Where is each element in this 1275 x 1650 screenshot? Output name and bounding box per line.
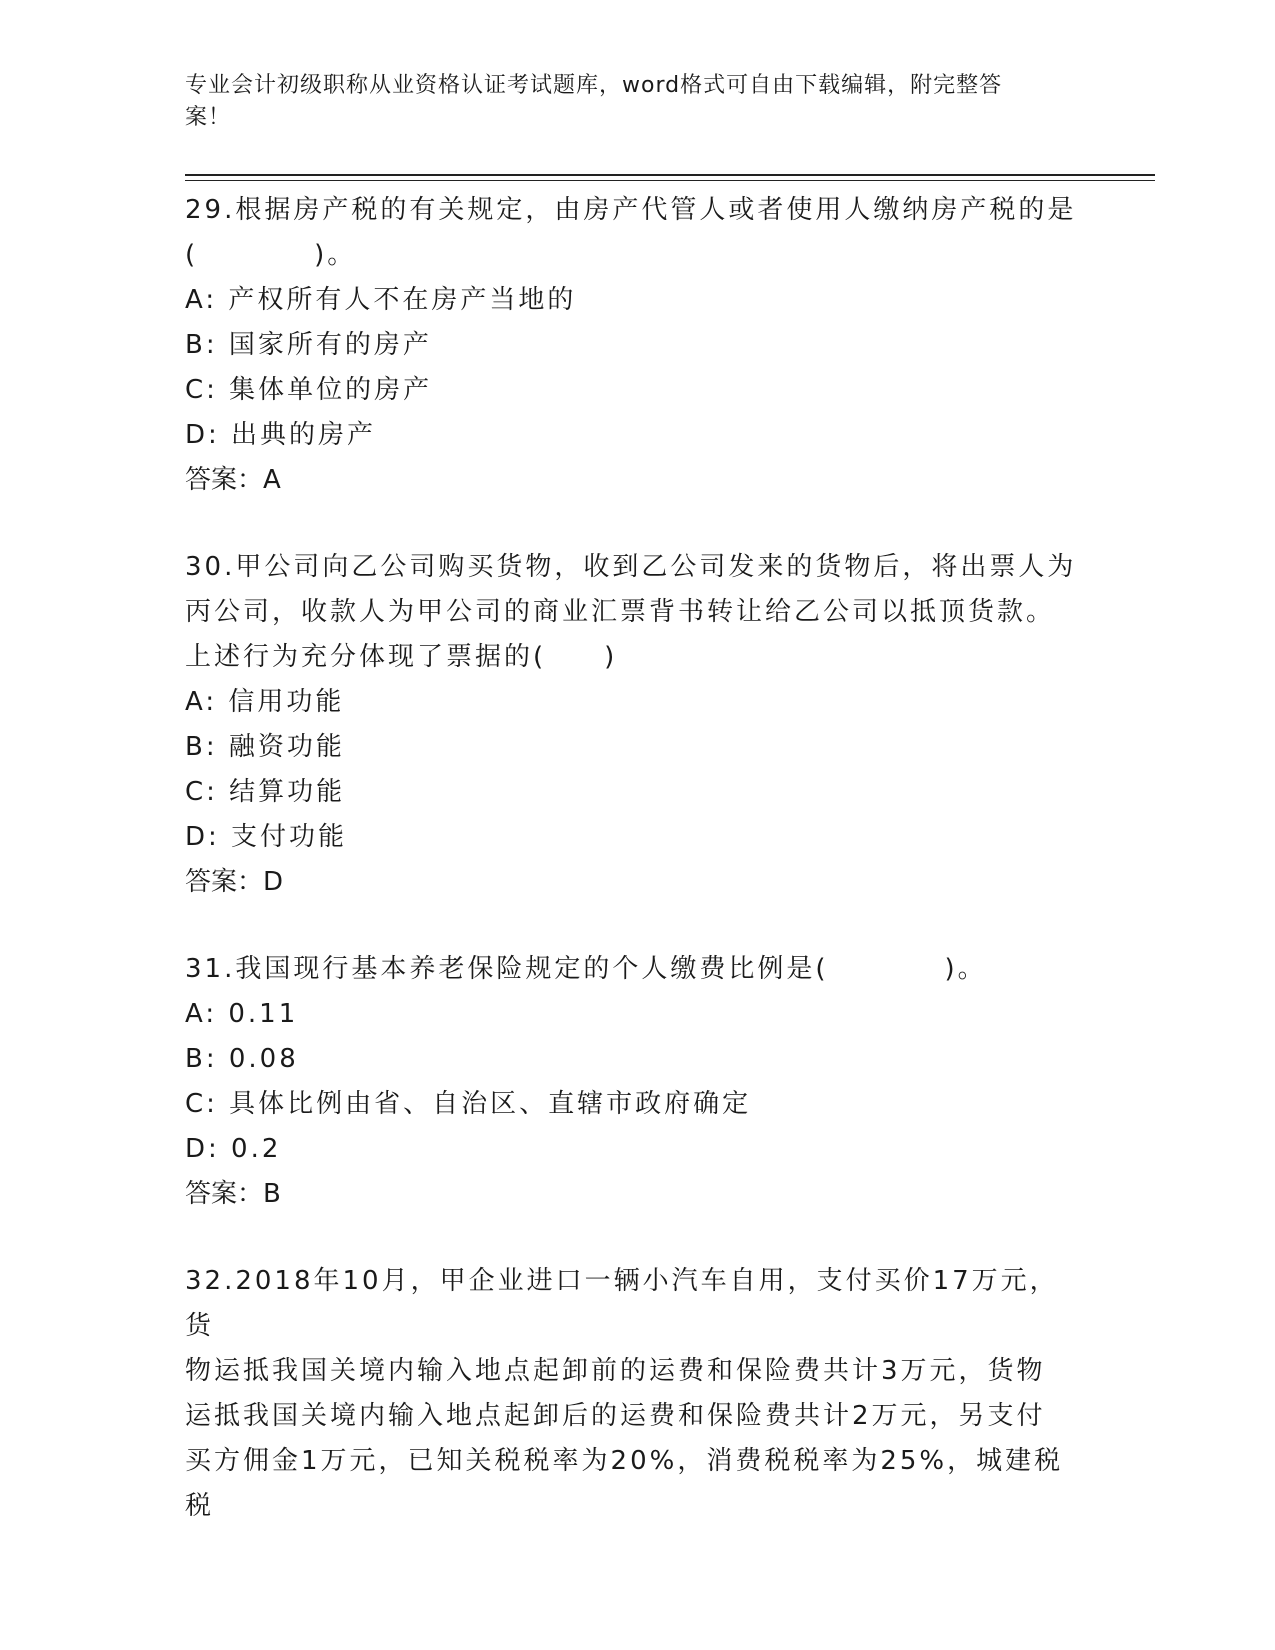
answer: 答案：B [185, 1179, 281, 1209]
header-divider-thin [185, 180, 1155, 181]
question-spacer [185, 905, 1085, 947]
question-stem-line: 29.根据房产税的有关规定，由房产代管人或者使用人缴纳房产税的是 [185, 195, 1077, 225]
question-32 [185, 1259, 1085, 1529]
header-line-2: 案！ [185, 105, 232, 130]
option-b: B: 0.08 [185, 1044, 299, 1074]
question-stem-line: 运抵我国关境内输入地点起卸后的运费和保险费共计2万元，另支付 [185, 1401, 1046, 1431]
question-stem-line: 上述行为充分体现了票据的( ) [185, 642, 618, 672]
question-stem-line: 买方佣金1万元，已知关税税率为20%，消费税税率为25%，城建税税 [185, 1446, 1064, 1521]
question-stem-line: 30.甲公司向乙公司购买货物，收到乙公司发来的货物后，将出票人为 [185, 552, 1077, 582]
question-31 [185, 947, 1085, 1217]
question-30 [185, 545, 1085, 905]
answer: 答案：D [185, 867, 284, 897]
option-c: C: 结算功能 [185, 777, 346, 807]
option-d: D: 支付功能 [185, 822, 348, 852]
question-29 [185, 188, 1085, 503]
question-stem-line: 丙公司，收款人为甲公司的商业汇票背书转让给乙公司以抵顶货款。 [185, 597, 1056, 627]
header-line-1: 专业会计初级职称从业资格认证考试题库，word格式可自由下载编辑，附完整答 [185, 73, 1003, 98]
option-d: D: 出典的房产 [185, 420, 377, 450]
question-spacer [185, 1217, 1085, 1259]
option-c: C: 集体单位的房产 [185, 375, 433, 405]
question-stem-line: 32.2018年10月，甲企业进口一辆小汽车自用，支付买价17万元，货 [185, 1266, 1059, 1341]
question-stem-line: 物运抵我国关境内输入地点起卸前的运费和保险费共计3万元，货物 [185, 1356, 1046, 1386]
option-b: B: 国家所有的房产 [185, 330, 432, 360]
option-a: A: 0.11 [185, 999, 299, 1029]
header-divider-thick [185, 174, 1155, 176]
option-c: C: 具体比例由省、自治区、直辖市政府确定 [185, 1089, 752, 1119]
question-spacer [185, 503, 1085, 545]
question-list [185, 188, 1085, 1529]
option-a: A: 产权所有人不在房产当地的 [185, 285, 577, 315]
document-header [185, 70, 1065, 134]
option-b: B: 融资功能 [185, 732, 345, 762]
option-d: D: 0.2 [185, 1134, 282, 1164]
option-a: A: 信用功能 [185, 687, 345, 717]
question-stem-line: 31.我国现行基本养老保险规定的个人缴费比例是( )。 [185, 954, 987, 984]
answer: 答案：A [185, 465, 281, 495]
question-stem-line: ( )。 [185, 240, 357, 270]
